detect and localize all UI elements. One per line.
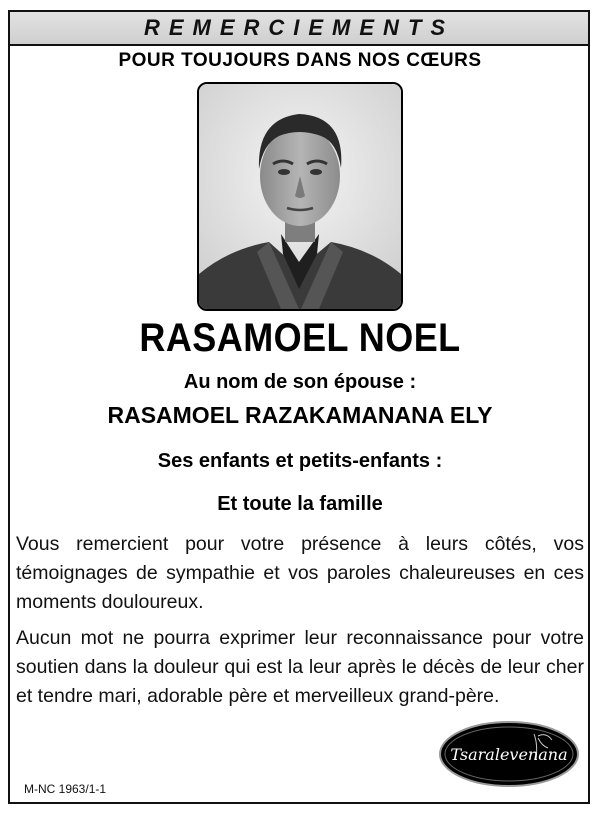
title-banner bbox=[8, 10, 590, 46]
tsaralevenana-logo bbox=[438, 720, 580, 788]
portrait-photo bbox=[197, 82, 403, 311]
reference-code: M-NC 1963/1-1 bbox=[24, 782, 107, 796]
logo-text: Tsaralevenana bbox=[450, 745, 568, 764]
children-line: Ses enfants et petits-enfants : bbox=[157, 450, 443, 472]
spouse-intro: Au nom de son épouse : bbox=[183, 371, 417, 393]
subtitle: POUR TOUJOURS DANS NOS CŒURS bbox=[118, 50, 482, 71]
thanks-paragraph: Vous remercient pour votre présence à leurs côtés, vos témoignages de sympathie et vos paroles chaleureuses en ces moments douloureux. bbox=[16, 533, 584, 613]
family-line: Et toute la famille bbox=[217, 493, 383, 515]
banner-title: REMERCIEMENTS bbox=[143, 15, 455, 40]
spouse-name: RASAMOEL RAZAKAMANANA ELY bbox=[107, 402, 493, 428]
deceased-name: RASAMOEL NOEL bbox=[139, 316, 461, 360]
portrait-image bbox=[199, 84, 401, 309]
gratitude-paragraph: Aucun mot ne pourra exprimer leur reconnaissance pour votre soutien dans la douleur qui est la leur après le décès de leur cher et tendre mari, adorable père et merveilleux grand-père. bbox=[16, 627, 584, 707]
logo-graphic bbox=[438, 720, 580, 788]
